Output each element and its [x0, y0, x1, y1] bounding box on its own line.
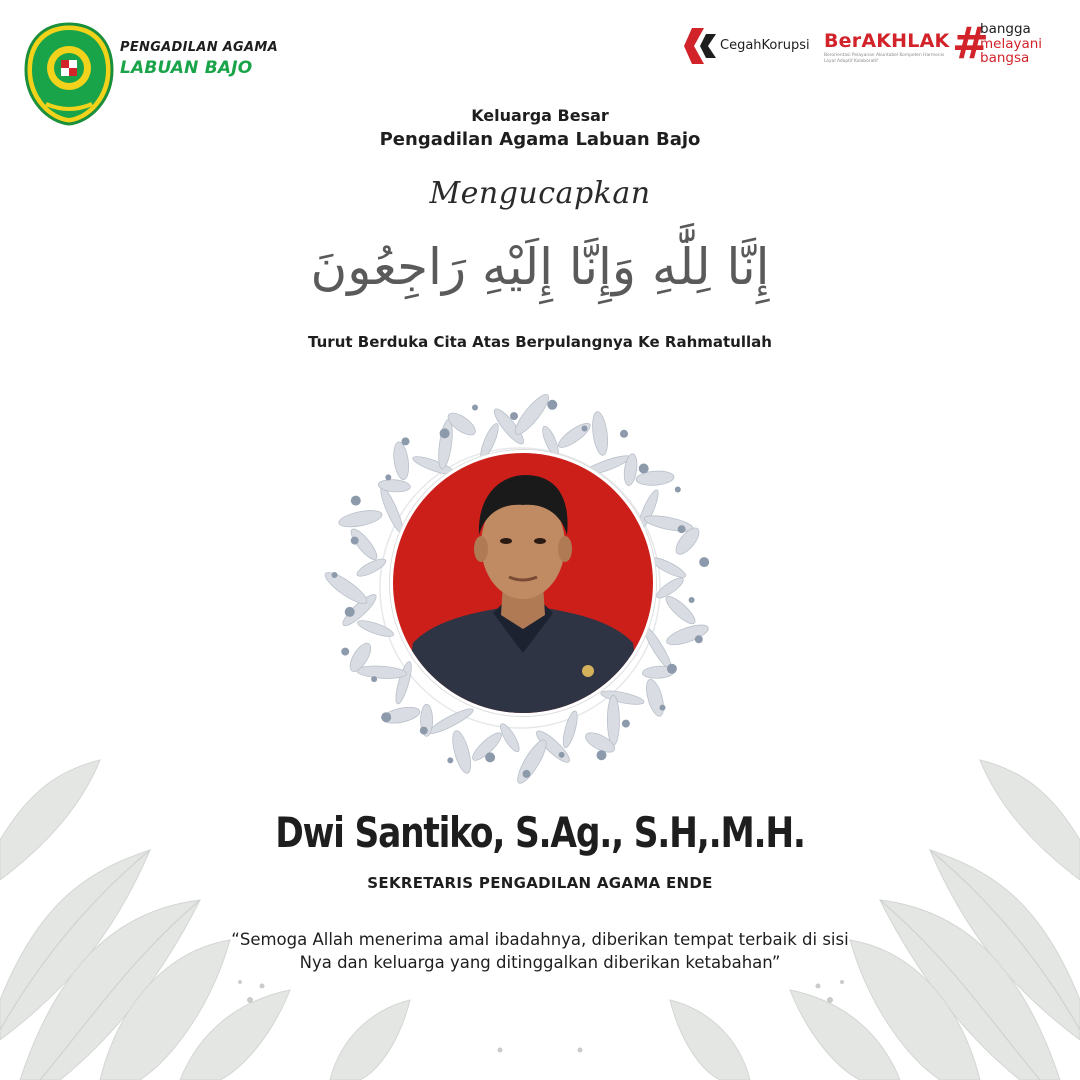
- wreath-berry: [351, 537, 359, 545]
- wreath-leaf: [436, 419, 455, 470]
- mengucapkan-heading: Mengucapkan: [429, 176, 651, 211]
- wreath-leaf: [590, 411, 610, 456]
- wreath-leaf: [607, 695, 619, 745]
- wreath-berry: [402, 437, 410, 445]
- wreath-leaf: [356, 665, 407, 680]
- wreath-berry: [385, 474, 391, 480]
- wreath-leaf: [337, 507, 383, 529]
- wreath-berry: [420, 727, 428, 735]
- cegah-prefix: Cegah: [720, 38, 762, 53]
- wreath-berry: [547, 400, 557, 410]
- wreath-berry: [345, 607, 355, 617]
- wreath-berry: [675, 487, 681, 493]
- wreath-berry: [620, 430, 628, 438]
- person-position: SEKRETARIS PENGADILAN AGAMA ENDE: [367, 874, 713, 892]
- wreath-berry: [582, 426, 588, 432]
- wreath-berry: [332, 572, 338, 578]
- wreath-berry: [622, 720, 630, 728]
- family-line2: Pengadilan Agama Labuan Bajo: [379, 129, 701, 150]
- wreath-berry: [559, 752, 565, 758]
- court-name: [120, 40, 278, 78]
- wreath-berry: [447, 757, 453, 763]
- wreath-berry: [371, 676, 377, 682]
- bangga-melayani-bangsa-logo: [980, 22, 1042, 66]
- wreath-leaf: [449, 729, 474, 775]
- wreath-berry: [660, 705, 666, 711]
- cegah-korupsi-icon: [684, 26, 718, 66]
- berakhlak-title: BerAKHLAK: [824, 30, 950, 52]
- wreath-leaf: [600, 688, 645, 707]
- bangga-line3: bangsa: [980, 50, 1030, 66]
- wreath-berry: [678, 525, 686, 533]
- bangga-line1: bangga: [980, 21, 1031, 37]
- wreath-leaf: [555, 420, 593, 452]
- wreath-berry: [699, 557, 709, 567]
- cegah-suffix: Korupsi: [761, 38, 810, 53]
- berakhlak-logo: [824, 30, 954, 76]
- wreath-leaf: [356, 618, 395, 640]
- wreath-berry: [472, 405, 478, 411]
- wreath-leaf: [643, 513, 694, 535]
- wreath-berry: [440, 428, 450, 438]
- wreath-berry: [695, 635, 703, 643]
- wreath-berry: [597, 750, 607, 760]
- wreath-leaf: [355, 556, 388, 580]
- wreath-leaf: [643, 678, 667, 718]
- wreath-berry: [351, 496, 361, 506]
- wreath-berry: [381, 712, 391, 722]
- bangga-hash-icon: #: [952, 18, 989, 69]
- condolence-line: Turut Berduka Cita Atas Berpulangnya Ke Rahmatullah: [308, 333, 772, 351]
- berakhlak-subtitle: Berorientasi Pelayanan Akuntabel Kompeten Harmonis Loyal Adaptif Kolaboratif: [824, 53, 945, 64]
- wreath-berry: [485, 752, 495, 762]
- prayer-quote: [0, 928, 1080, 974]
- bangga-line2: melayani: [980, 35, 1043, 52]
- wreath-berry: [689, 597, 695, 603]
- prayer-line1: “Semoga Allah menerima amal ibadahnya, diberikan tempat terbaik di sisi: [231, 930, 849, 949]
- prayer-line2: Nya dan keluarga yang ditinggalkan diberikan ketabahan”: [299, 953, 781, 972]
- wreath-leaf: [560, 710, 580, 749]
- wreath-leaf: [392, 441, 411, 481]
- court-name-line2: LABUAN BAJO: [120, 58, 253, 78]
- wreath-leaf: [664, 621, 710, 649]
- wreath-berry: [639, 464, 649, 474]
- wreath-berry: [341, 648, 349, 656]
- family-line1: Keluarga Besar: [471, 106, 609, 125]
- wreath-leaf: [347, 526, 380, 563]
- person-name: Dwi Santiko, S.Ag., S.H,.M.H.: [275, 808, 805, 857]
- wreath-berry: [523, 770, 531, 778]
- portrait-photo: [390, 450, 656, 716]
- wreath-berry: [510, 412, 518, 420]
- cegah-korupsi-logo: [684, 24, 816, 68]
- court-name-line1: PENGADILAN AGAMA: [120, 40, 278, 55]
- arabic-istirja-text: إِنَّا لِلَّٰهِ وَإِنَّا إِلَيْهِ رَاجِعُونَ: [310, 238, 770, 296]
- wreath-berry: [667, 664, 677, 674]
